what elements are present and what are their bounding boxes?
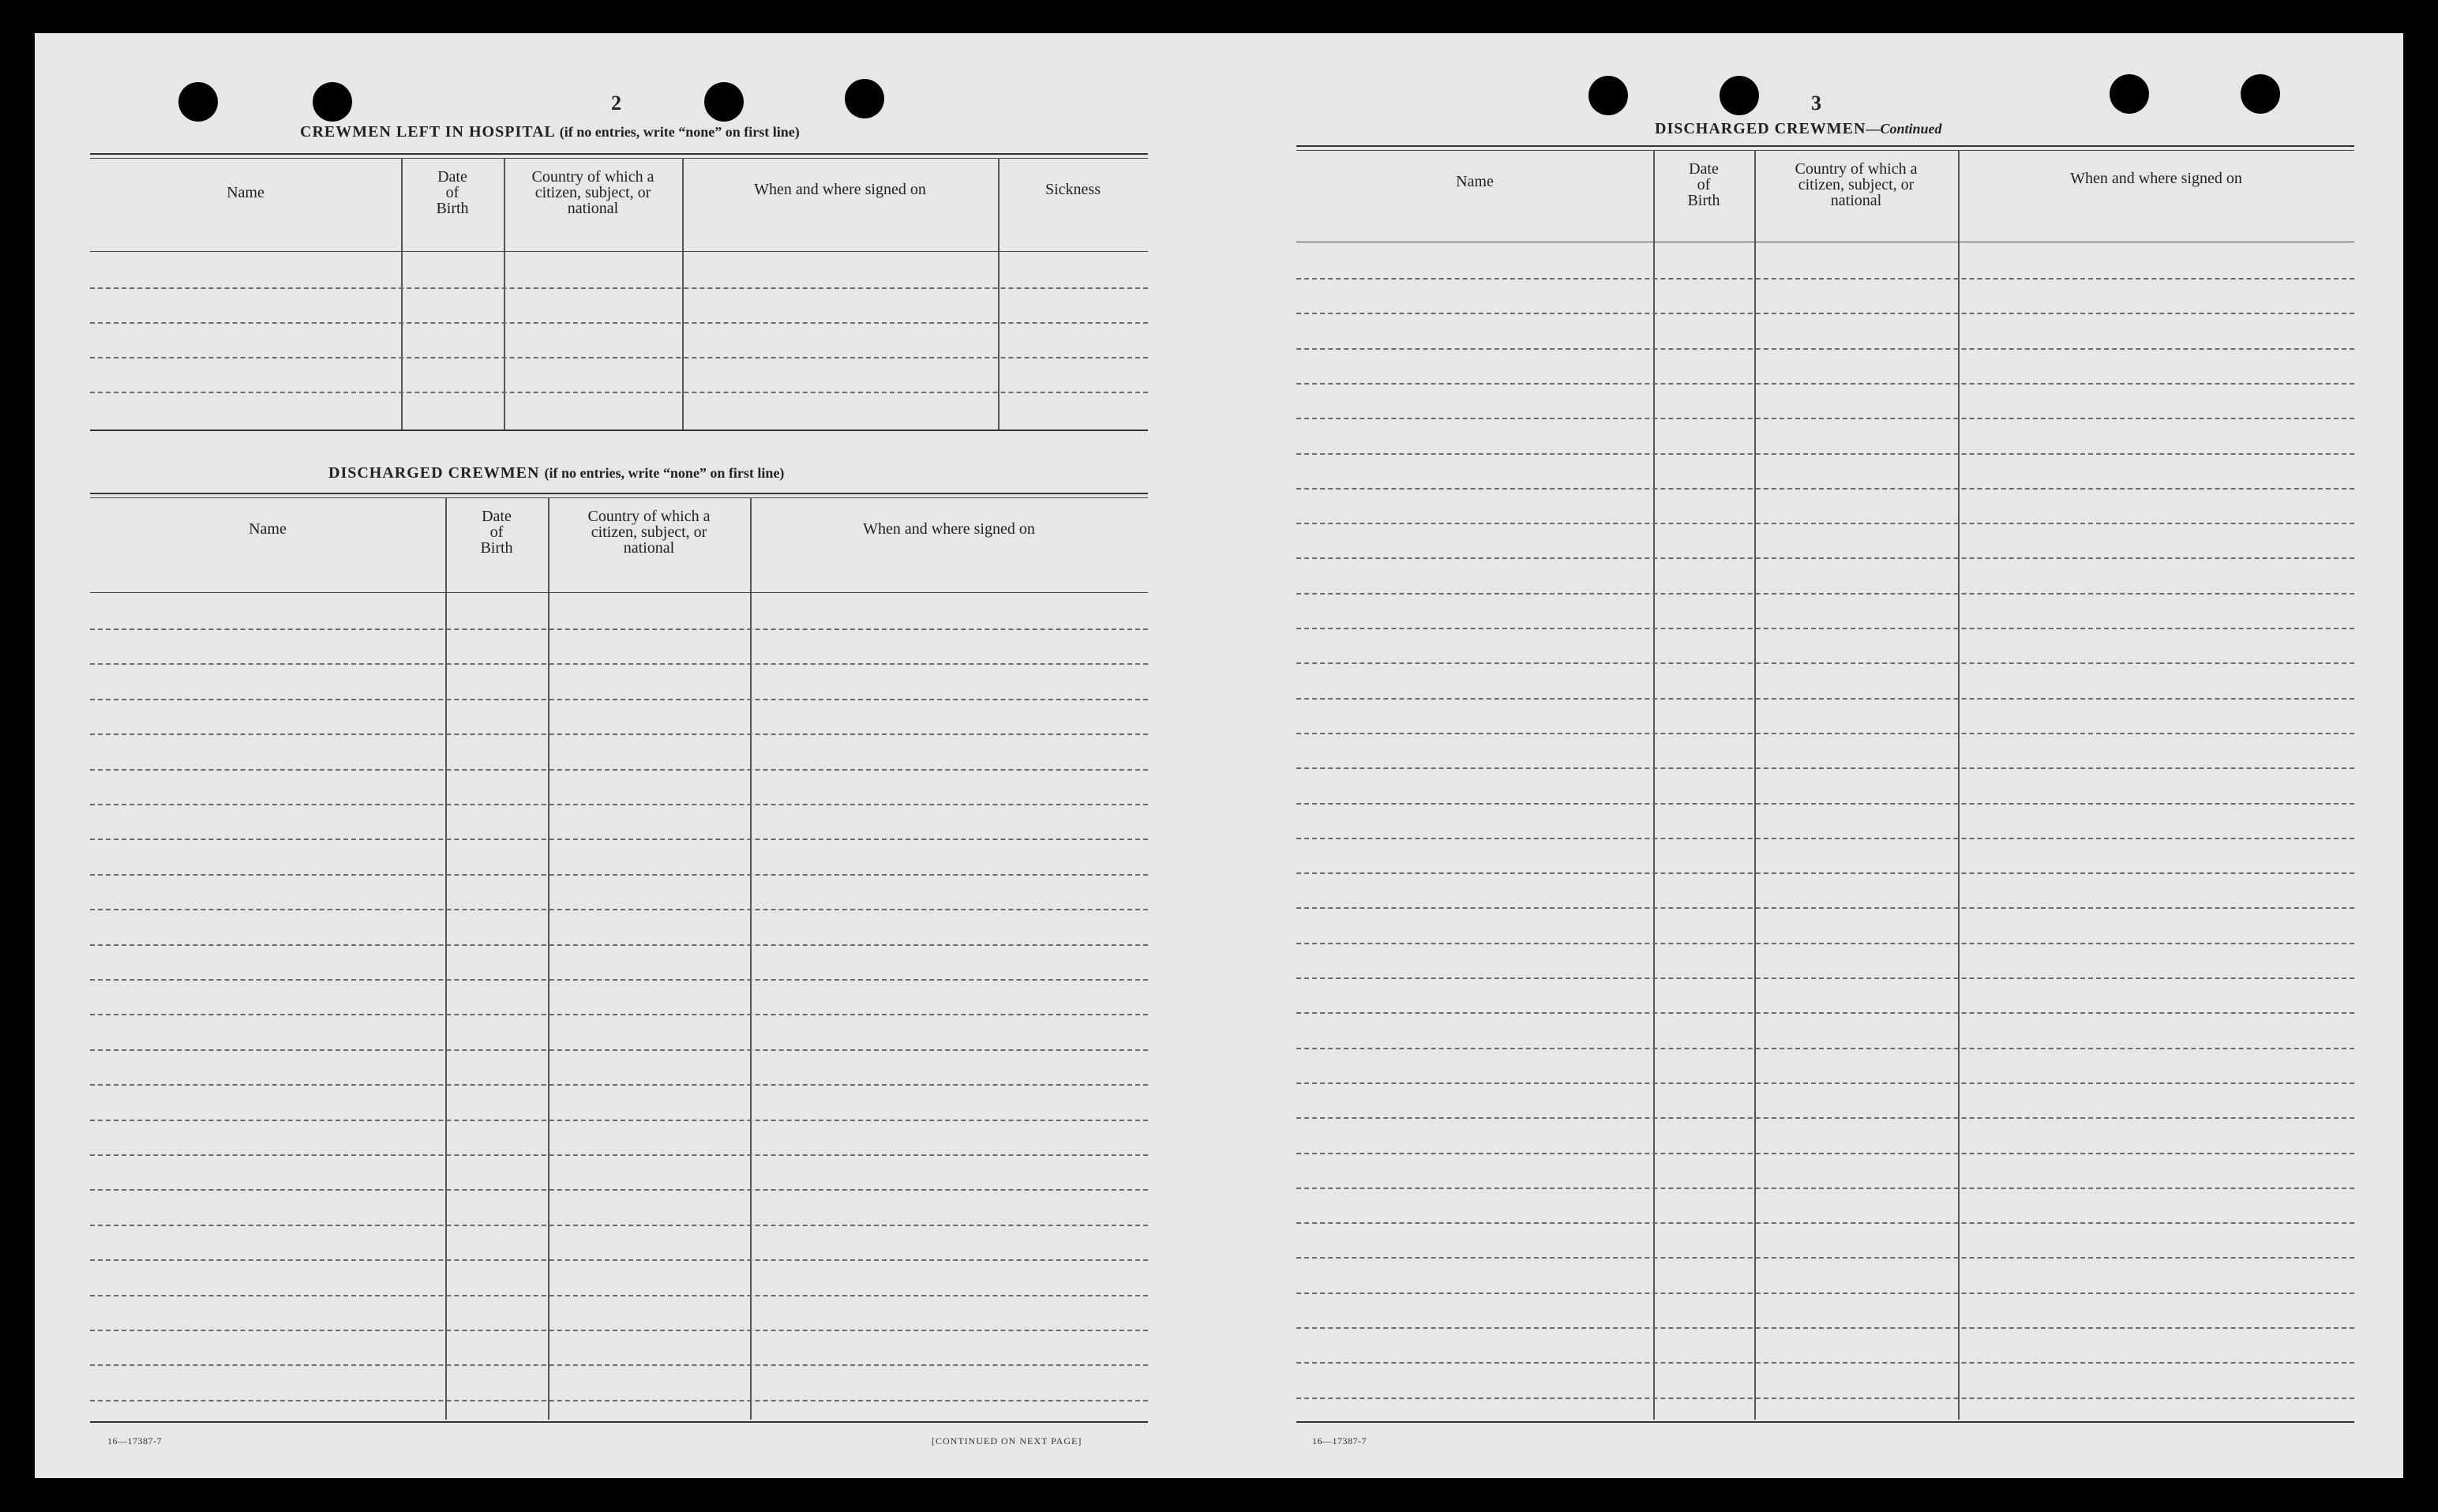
entry-line[interactable]: [90, 1120, 1148, 1121]
entry-line[interactable]: [1296, 418, 2354, 419]
entry-line[interactable]: [90, 979, 1148, 981]
dob-line: Date: [1689, 160, 1719, 178]
punch-hole: [845, 79, 884, 118]
country-line: national: [1830, 192, 1882, 209]
discharged-table-left: [90, 493, 1148, 1424]
country-line: citizen, subject, or: [534, 184, 651, 201]
punch-hole: [2110, 74, 2149, 114]
country-line: national: [623, 539, 675, 557]
entry-line[interactable]: [1296, 1048, 2354, 1049]
entry-line[interactable]: [1296, 662, 2354, 664]
entry-line[interactable]: [1296, 698, 2354, 700]
country-line: Country of which a: [531, 168, 655, 186]
continued-col-dob: [1653, 153, 1754, 216]
entry-line[interactable]: [1296, 767, 2354, 769]
entry-line[interactable]: [90, 733, 1148, 735]
entry-line[interactable]: [90, 1154, 1148, 1156]
entry-line[interactable]: [90, 909, 1148, 910]
entry-line[interactable]: [1296, 1398, 2354, 1399]
entry-line[interactable]: [1296, 628, 2354, 629]
country-line: national: [567, 200, 619, 217]
discharged-col-dob: [445, 501, 548, 564]
entry-line[interactable]: [1296, 557, 2354, 559]
entry-line[interactable]: [1296, 803, 2354, 805]
continued-note: [CONTINUED ON NEXT PAGE]: [932, 1435, 1082, 1446]
entry-line[interactable]: [1296, 1012, 2354, 1014]
entry-line[interactable]: [90, 1049, 1148, 1051]
entry-line[interactable]: [90, 1014, 1148, 1015]
hospital-instruction: (if no entries, write “none” on first line): [559, 124, 800, 140]
entry-line[interactable]: [90, 1225, 1148, 1226]
discharged-continued-title-text: DISCHARGED CREWMEN: [1655, 120, 1866, 137]
entry-line[interactable]: [90, 769, 1148, 771]
entry-line[interactable]: [1296, 838, 2354, 839]
discharged-table-right: [1296, 145, 2354, 1424]
punch-hole: [178, 82, 218, 122]
dob-line: Date: [437, 168, 467, 186]
hospital-col-name: Name: [227, 184, 264, 201]
continued-col-signed: When and where signed on: [2070, 170, 2242, 187]
entry-line[interactable]: [1296, 278, 2354, 280]
entry-line[interactable]: [1296, 1257, 2354, 1259]
entry-line[interactable]: [1296, 977, 2354, 979]
continued-label: —Continued: [1866, 121, 1942, 137]
entry-line[interactable]: [1296, 488, 2354, 490]
entry-line[interactable]: [1296, 1187, 2354, 1189]
form-code-left: 16—17387-7: [107, 1435, 162, 1446]
continued-col-name: Name: [1456, 173, 1494, 190]
entry-line[interactable]: [90, 1364, 1148, 1366]
hospital-col-sickness: Sickness: [1045, 181, 1101, 198]
entry-line[interactable]: [90, 804, 1148, 805]
hospital-title-text: CREWMEN LEFT IN HOSPITAL: [300, 123, 555, 141]
entry-line[interactable]: [90, 839, 1148, 840]
discharged-col-country: [548, 501, 750, 564]
punch-hole: [1720, 76, 1759, 115]
discharged-instruction: (if no entries, write “none” on first line): [544, 465, 785, 481]
discharged-continued-title: [1655, 120, 1942, 138]
country-line: citizen, subject, or: [1798, 176, 1915, 193]
entry-line[interactable]: [1296, 593, 2354, 595]
hospital-col-dob: [401, 161, 504, 224]
entry-line[interactable]: [1296, 872, 2354, 874]
entry-line[interactable]: [1296, 943, 2354, 944]
discharged-section-title: [328, 464, 784, 482]
dob-line: Birth: [480, 539, 513, 557]
entry-line[interactable]: [90, 1189, 1148, 1191]
entry-line[interactable]: [1296, 1222, 2354, 1224]
dob-line: of: [489, 523, 504, 541]
form-code-right: 16—17387-7: [1312, 1435, 1367, 1446]
hospital-col-signed: When and where signed on: [754, 181, 926, 198]
entry-line[interactable]: [90, 663, 1148, 665]
page-number-right: 3: [1811, 92, 1821, 114]
entry-line[interactable]: [90, 1400, 1148, 1401]
entry-line[interactable]: [1296, 383, 2354, 385]
discharged-title-text: DISCHARGED CREWMEN: [328, 464, 540, 482]
hospital-section-title: [300, 123, 800, 141]
entry-line[interactable]: [1296, 453, 2354, 455]
page-number-left: 2: [611, 92, 621, 114]
entry-line[interactable]: [1296, 1153, 2354, 1154]
continued-col-country: [1754, 153, 1958, 216]
punch-hole: [313, 82, 352, 122]
entry-line[interactable]: [1296, 907, 2354, 909]
dob-line: of: [445, 184, 459, 201]
entry-line[interactable]: [90, 699, 1148, 700]
entry-line[interactable]: [90, 628, 1148, 630]
entry-line[interactable]: [1296, 313, 2354, 314]
hospital-col-country: [504, 161, 682, 224]
dob-line: Date: [482, 508, 512, 525]
entry-line[interactable]: [90, 874, 1148, 876]
form-sheet: [35, 33, 2403, 1478]
entry-line[interactable]: [90, 1295, 1148, 1296]
entry-line[interactable]: [1296, 1117, 2354, 1119]
entry-line[interactable]: [1296, 1293, 2354, 1294]
entry-line[interactable]: [1296, 523, 2354, 524]
entry-line[interactable]: [90, 1084, 1148, 1086]
discharged-col-signed: When and where signed on: [863, 520, 1035, 538]
entry-line[interactable]: [1296, 348, 2354, 350]
hospital-table: [90, 153, 1148, 437]
entry-line[interactable]: [1296, 1362, 2354, 1364]
entry-line[interactable]: [1296, 1327, 2354, 1329]
country-line: citizen, subject, or: [591, 523, 707, 541]
dob-line: Birth: [1687, 192, 1720, 209]
country-line: Country of which a: [587, 508, 711, 525]
punch-hole: [704, 82, 744, 122]
entry-line[interactable]: [90, 1330, 1148, 1331]
punch-hole: [2241, 74, 2280, 114]
dob-line: Birth: [436, 200, 469, 217]
punch-hole: [1588, 76, 1628, 115]
entry-line[interactable]: [90, 1259, 1148, 1261]
country-line: Country of which a: [1795, 160, 1918, 178]
dob-line: of: [1697, 176, 1711, 193]
entry-line[interactable]: [1296, 733, 2354, 734]
entry-line[interactable]: [1296, 1082, 2354, 1084]
entry-line[interactable]: [90, 944, 1148, 946]
discharged-col-name: Name: [249, 520, 287, 538]
